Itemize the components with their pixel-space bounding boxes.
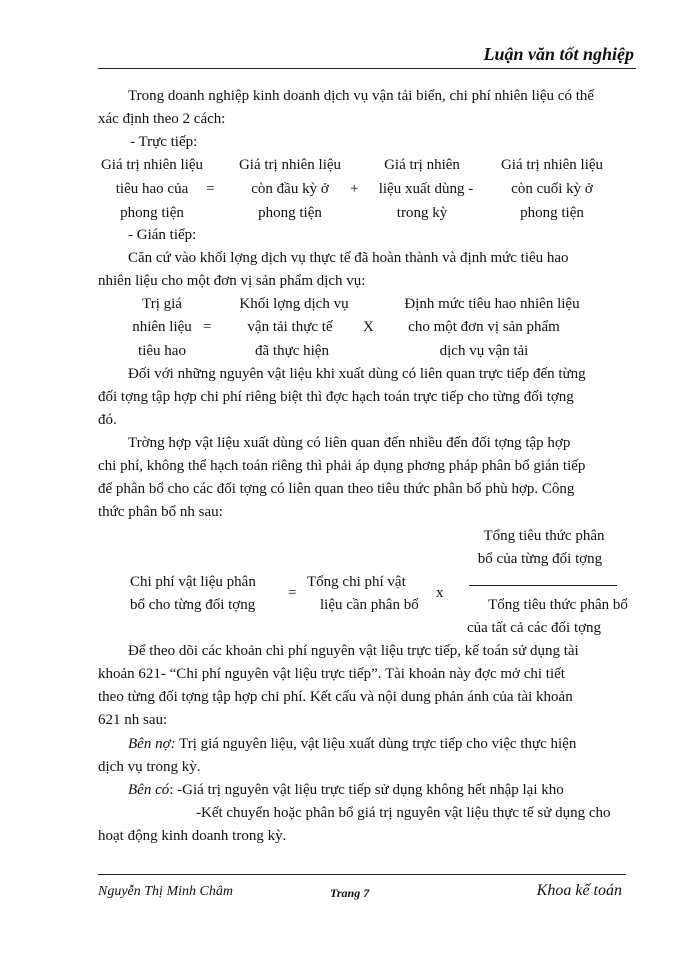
f1-plus: + [350,181,359,197]
footer-faculty: Khoa kế toán [536,882,622,899]
f1-term3-l1: Giá trị nhiên [384,157,460,173]
f2-term3-l2: cho một đơn vị sản phẩm [408,319,560,335]
f1-term2-l3: phong tiện [258,205,322,221]
f2-term2-l1: Khối lợng dịch vụ [239,296,349,312]
f3-times: x [436,585,444,601]
indirect-line-1: Căn cứ vào khối lợng dịch vụ thực tế đã hoàn thành và định mức tiêu hao [128,250,569,266]
credit-line-3: hoạt động kinh doanh trong kỳ. [98,828,287,844]
f3-fraction-line [469,585,617,586]
f2-times: X [363,319,374,335]
indirect-line-2: nhiên liệu cho một đơn vị sản phẩm dịch vụ: [98,273,366,289]
debit-line-1 [128,736,576,753]
f3-lhs-l2: bổ cho từng đối tợng [130,597,256,613]
direct-para-line-2: đối tợng tập hợp chi phí riêng biệt thì đợc hạch toán trực tiếp cho từng đối tợng [98,389,574,405]
footer-rule [98,874,626,875]
f1-term1-l1: Giá trị nhiên liệu [100,157,204,173]
credit-line-2: -Kết chuyển hoặc phân bổ giá trị nguyên vật liệu thực tế sử dụng cho [196,805,611,821]
f1-equals: = [206,181,215,197]
f1-term4-l3: phong tiện [520,205,584,221]
f2-term2-l3: đã thực hiện [255,343,329,359]
f3-lhs-l1: Chi phí vật liệu phân [130,574,256,590]
debit-text: Trị giá nguyên liệu, vật liệu xuất dùng trực tiếp cho việc thực hiện [175,736,577,752]
f3-total-l1: Tổng chi phí vật [307,574,406,590]
f3-total-l2: liệu cần phân bổ [320,597,419,613]
footer-page-number: Trang 7 [330,886,370,900]
f1-term3-l3: trong kỳ [396,205,448,221]
credit-line-1 [128,782,564,799]
account-para-line-1: Để theo dõi các khoản chi phí nguyên vật liệu trực tiếp, kế toán sử dụng tài [128,643,579,659]
f2-term3-l1: Định mức tiêu hao nhiên liệu [404,296,580,312]
direct-label: - Trực tiếp: [130,134,198,150]
f3-equals: = [288,585,297,601]
debit-label: Bên nợ: [128,736,176,752]
f3-numerator-l1: Tổng tiêu thức phân [483,528,605,544]
f2-term1-l1: Trị giá [142,296,182,312]
f1-term2-l1: Giá trị nhiên liệu [238,157,342,173]
indirect-label: - Gián tiếp: [128,227,197,243]
footer-author: Nguyễn Thị Minh Châm [98,884,233,899]
f1-term4-l2: còn cuối kỳ ở [511,181,593,197]
f3-numerator-l2: bổ của từng đối tợng [477,551,603,567]
account-para-line-4: 621 nh sau: [98,712,168,728]
f2-term3-l3: dịch vụ vận tải [439,343,529,359]
credit-text: : -Giá trị nguyên vật liệu trực tiếp sử dụng không hết nhập lại kho [169,782,564,798]
f1-term1-l3: phong tiện [120,205,184,221]
debit-line-2: dịch vụ trong kỳ. [98,759,201,775]
direct-para-line-1: Đối với những nguyên vật liệu khi xuất dùng có liên quan trực tiếp đến từng [128,366,586,382]
f1-term2-l2: còn đầu kỳ ở [251,181,329,197]
alloc-para-line-1: Trờng hợp vật liệu xuất dùng có liên quan đến nhiều đến đối tợng tập hợp [128,435,571,451]
f1-term4-l1: Giá trị nhiên liệu [500,157,604,173]
f2-term2-l2: vận tải thực tế [247,319,333,335]
credit-label: Bên có [128,782,170,798]
direct-para-line-3: đó. [98,412,117,428]
account-para-line-3: theo từng đối tợng tập hợp chi phí. Kết cấu và nội dung phản ánh của tài khoản [98,689,573,705]
f2-term1-l2: nhiên liệu [132,319,192,335]
intro-line-2: xác định theo 2 cách: [98,111,226,127]
f1-term3-l2: liệu xuất dùng - [378,181,474,197]
alloc-para-line-4: thức phân bổ nh sau: [98,504,223,520]
f1-term1-l2: tiêu hao của [115,181,189,197]
f2-term1-l3: tiêu hao [138,343,186,359]
f3-denominator-l1: Tổng tiêu thức phân bổ [488,597,628,613]
alloc-para-line-3: để phân bổ cho các đối tợng có liên quan theo tiêu thức phân bổ phù hợp. Công [98,481,575,497]
intro-line-1: Trong doanh nghiệp kinh doanh dịch vụ vận tải biển, chi phí nhiên liệu có thể [128,88,595,104]
account-para-line-2: khoản 621- “Chi phí nguyên vật liệu trực tiếp”. Tài khoản này đợc mở chi tiết [98,666,565,682]
f3-denominator-l2: của tất cả các đối tợng [466,620,602,636]
header-title: Luận văn tốt nghiệp [483,44,634,64]
header-rule [98,68,636,69]
alloc-para-line-2: chi phí, không thể hạch toán riêng thì phải áp dụng phơng pháp phân bổ gián tiếp [98,458,586,474]
f2-equals: = [203,319,212,335]
